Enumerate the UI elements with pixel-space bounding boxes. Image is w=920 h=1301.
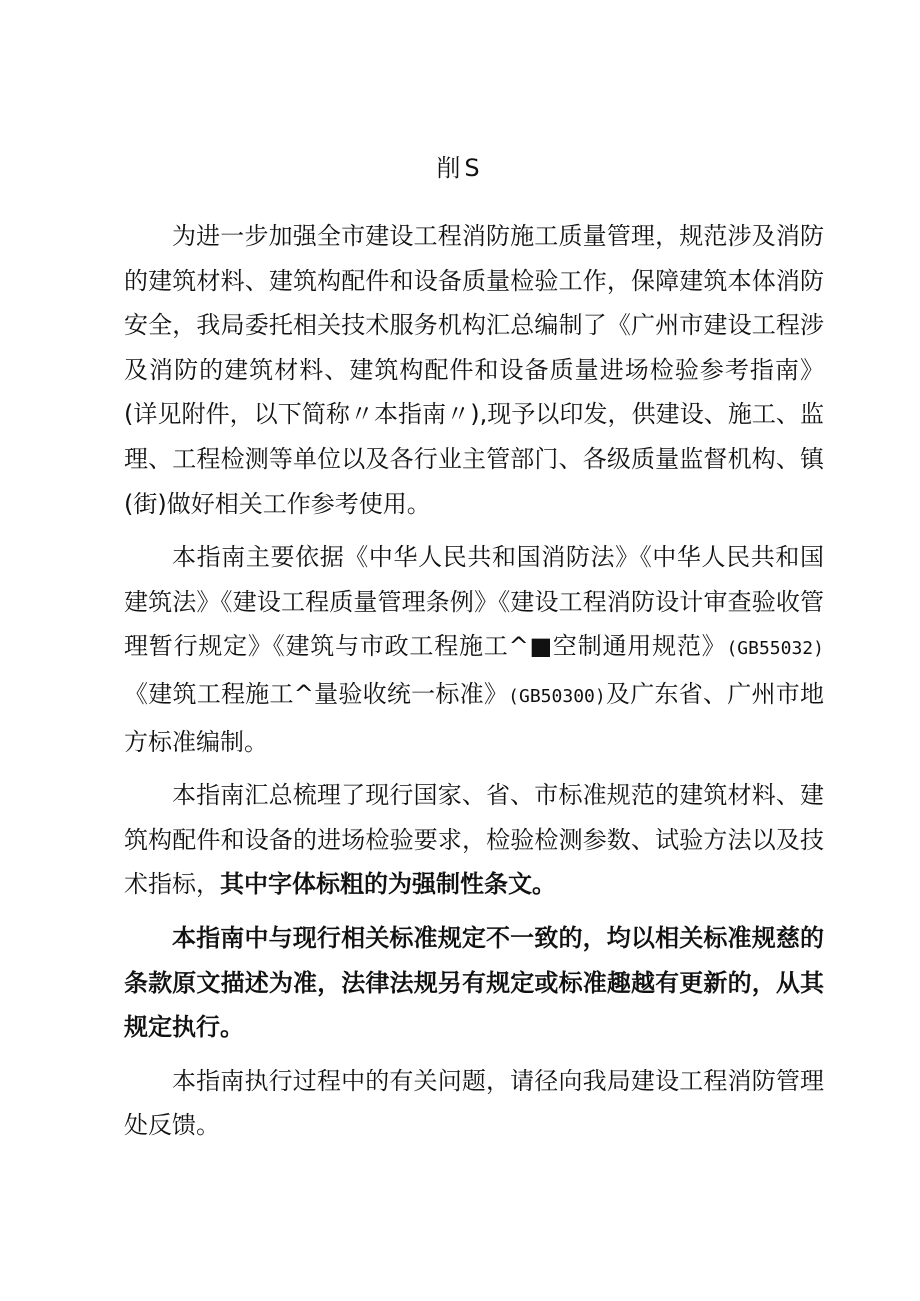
standard-code-gb50300: (GB50300) xyxy=(508,685,606,707)
paragraph-feedback: 本指南执行过程中的有关问题，请径向我局建设工程消防管理处反馈。 xyxy=(124,1066,824,1140)
paragraph-basis xyxy=(124,535,824,764)
basis-text-2: 《建筑工程施工^量验收统一标准》 xyxy=(124,679,509,708)
basis-text-1: 本指南主要依据《中华人民共和国消防法》《中华人民共和国建筑法》《建设工程质量管理条例》《建设工程消防设计审查验收管理暂行规定》《建筑与市政工程施工^■空制通用规范》 xyxy=(124,543,824,661)
scope-text: 本指南汇总梳理了现行国家、省、市标准规范的建筑材料、建筑构配件和设备的进场检验要求，检验检测参数、试验方法以及技术指标， xyxy=(124,781,824,899)
basis-text-3: 及广东省、广州市地方标准编制。 xyxy=(124,679,825,756)
page-title: 削S xyxy=(436,154,484,182)
mandatory-clause-note: 其中字体标粗的为强制性条文。 xyxy=(220,870,556,899)
standard-code-gb55032: (GB55032) xyxy=(726,638,824,660)
document-body xyxy=(124,214,824,1148)
paragraph-purpose: 为进一步加强全市建设工程消防施工质量管理，规范涉及消防的建筑材料、建筑构配件和设备质量检验工作，保障建筑本体消防安全，我局委托相关技术服务机构汇总编制了《广州市建设工程涉及消防的建筑材料、建筑构配件和设备质量进场检验参考指南》(详见附件，以下简称〃本指南〃),现予以印发，供建设、施工、监理、工程检测等单位以及各行业主管部门、各级质量监督机构、镇(街)做好相关工作参考使用。 xyxy=(124,222,824,518)
paragraph-scope xyxy=(124,773,824,907)
paragraph-precedence: 本指南中与现行相关标准规定不一致的，均以相关标准规慈的条款原文描述为准，法律法规另有规定或标准趣越有更新的，从其规定执行。 xyxy=(124,923,824,1042)
